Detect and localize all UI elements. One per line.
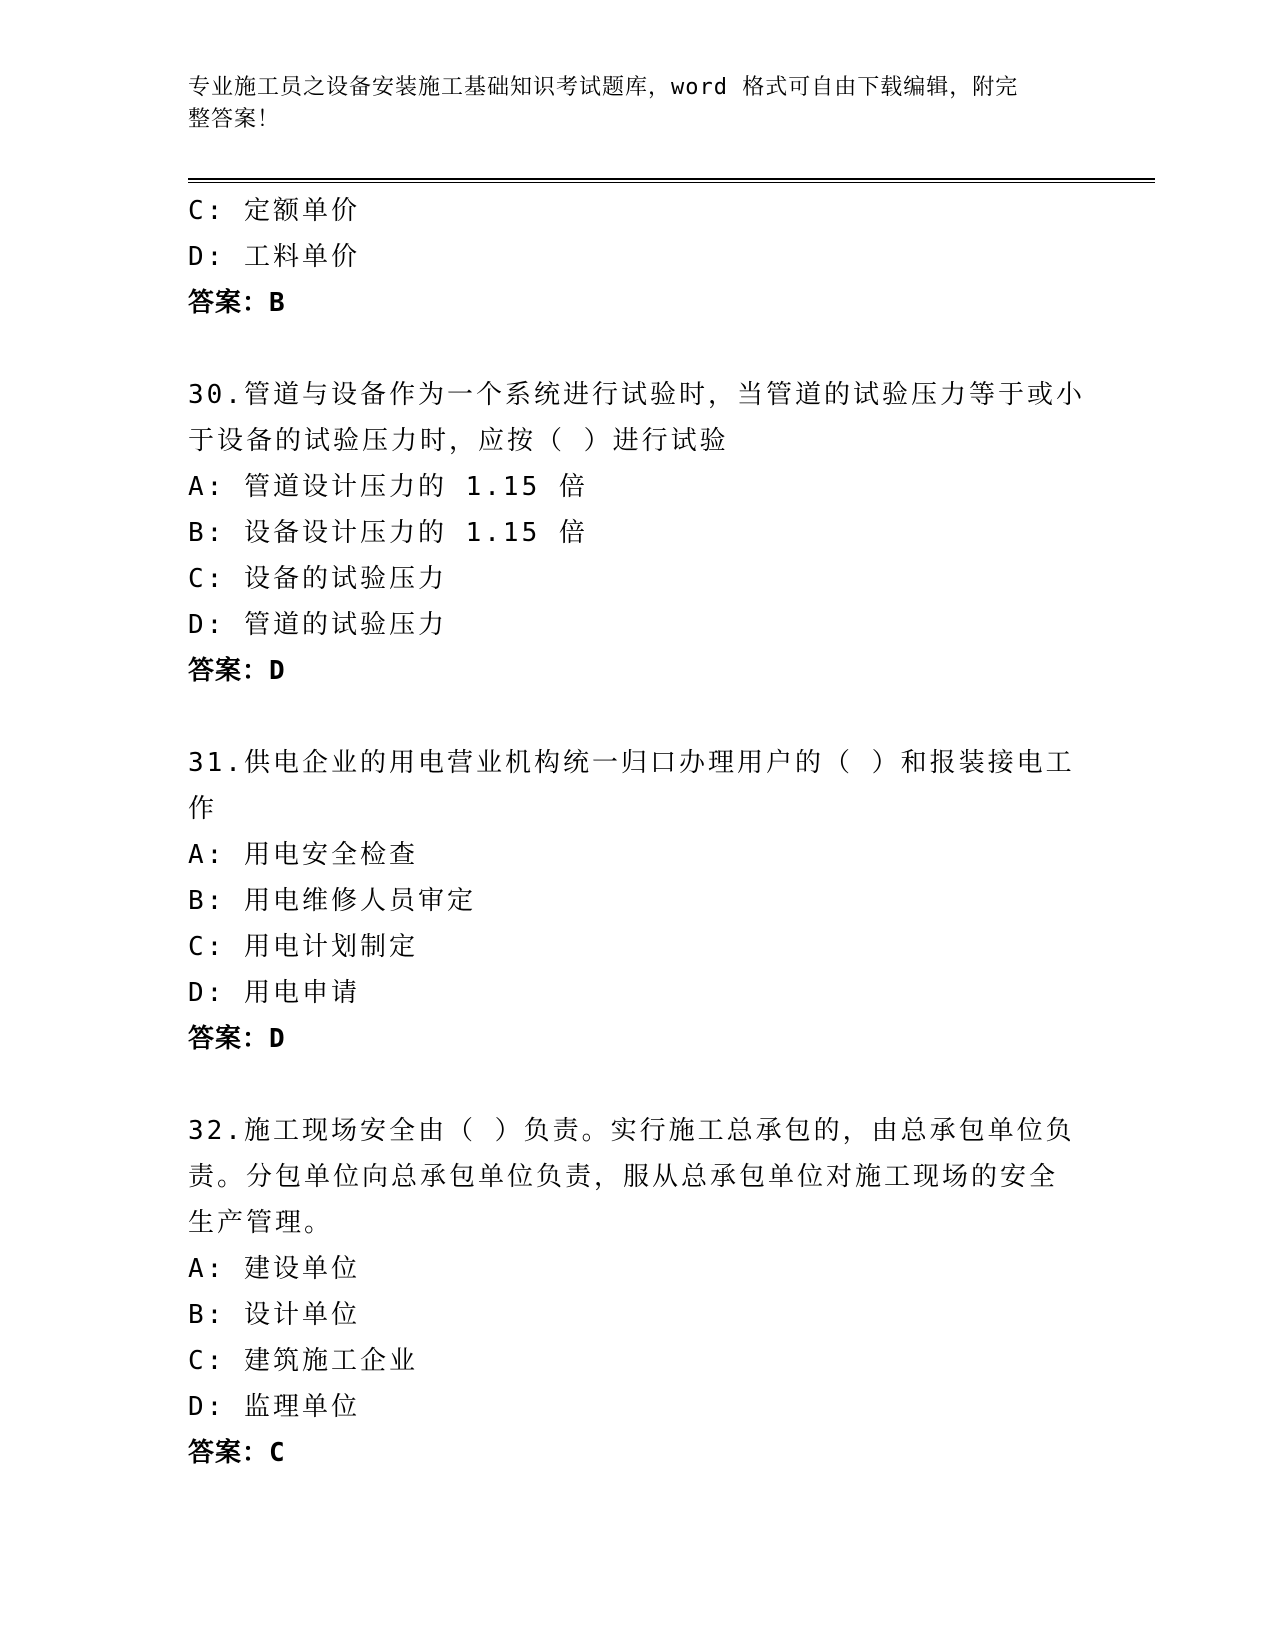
- header-divider-thin: [188, 182, 1155, 183]
- question-stem-line: 31.供电企业的用电营业机构统一归口办理用户的（ ）和报装接电工: [188, 748, 1075, 778]
- question-stem-line: 于设备的试验压力时，应按（ ）进行试验: [188, 426, 729, 456]
- question-list: [188, 188, 1088, 1476]
- question-stem-line: 30.管道与设备作为一个系统进行试验时，当管道的试验压力等于或小: [188, 380, 1085, 410]
- option-a: A: 建设单位: [188, 1254, 360, 1284]
- option-c: C: 定额单价: [188, 196, 360, 226]
- option-c: C: 设备的试验压力: [188, 564, 447, 594]
- question-30: [188, 372, 1088, 694]
- answer: 答案：C: [188, 1438, 286, 1468]
- option-c: C: 用电计划制定: [188, 932, 418, 962]
- option-b: B: 设备设计压力的 1.15 倍: [188, 518, 588, 548]
- option-a: A: 管道设计压力的 1.15 倍: [188, 472, 588, 502]
- question-stem-line: 责。分包单位向总承包单位负责，服从总承包单位对施工现场的安全: [188, 1162, 1059, 1192]
- answer: 答案：B: [188, 288, 286, 318]
- option-d: D: 工料单价: [188, 242, 360, 272]
- option-c: C: 建筑施工企业: [188, 1346, 418, 1376]
- question-31: [188, 740, 1088, 1062]
- option-b: B: 设计单位: [188, 1300, 360, 1330]
- question-stem-line: 生产管理。: [188, 1208, 334, 1238]
- question-stem-line: 作: [188, 794, 218, 824]
- answer: 答案：D: [188, 1024, 286, 1054]
- option-d: D: 用电申请: [188, 978, 360, 1008]
- question-29: [188, 188, 1088, 326]
- document-header: [188, 72, 1068, 136]
- header-line-2: 整答案！: [188, 107, 281, 132]
- answer: 答案：D: [188, 656, 286, 686]
- option-b: B: 用电维修人员审定: [188, 886, 476, 916]
- header-divider-thick: [188, 178, 1155, 180]
- question-32: [188, 1108, 1088, 1476]
- question-stem-line: 32.施工现场安全由（ ）负责。实行施工总承包的，由总承包单位负: [188, 1116, 1075, 1146]
- option-a: A: 用电安全检查: [188, 840, 418, 870]
- header-line-1: 专业施工员之设备安装施工基础知识考试题库，word 格式可自由下载编辑，附完: [188, 75, 1019, 100]
- option-d: D: 管道的试验压力: [188, 610, 447, 640]
- option-d: D: 监理单位: [188, 1392, 360, 1422]
